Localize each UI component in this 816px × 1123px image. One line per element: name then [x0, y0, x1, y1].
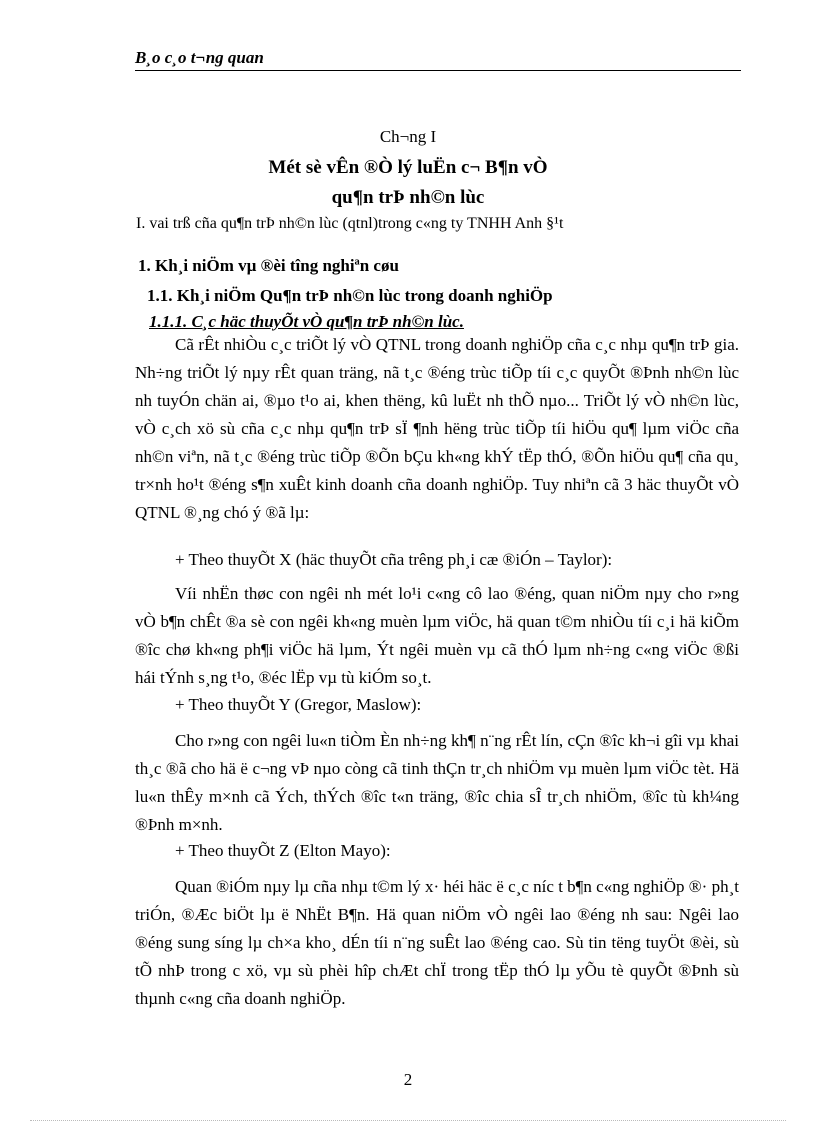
theory-z-heading: + Theo thuyÕt Z (Elton Mayo):: [175, 841, 391, 860]
chapter-title-line2: qu¶n trÞ nh©n lùc: [331, 187, 485, 208]
paragraph-theory-z: Quan ®iÓm nµy lµ cña nhµ t©m lý x· héi häc ë c¸c níc t b¶n c«ng nghiÖp ®· ph¸t triÓn, ®Æc biÖt lµ ë NhËt B¶n. Hä quan niÖm vÒ ngêi lao ®éng nh sau: Ngêi lao ®éng sung síng lµ ch×a kho¸ dÉn tíi n¨ng suÊt lao ®éng cao. Sù tin tëng tuyÖt ®èi, sù tÕ nhÞ trong c xö, vµ sù phèi hîp chÆt chÏ trong tËp thÓ lµ yÕu tè quyÕt ®Þnh sù thµnh c«ng cña doanh nghiÖp.: [135, 877, 739, 1008]
section-heading-1: 1. Kh¸i niÖm vµ ®èi tîng nghiªn cøu: [138, 256, 399, 275]
paragraph-intro: Cã rÊt nhiÒu c¸c triÕt lý vÒ QTNL trong doanh nghiÖp cña c¸c nhµ qu¶n trÞ gia. Nh÷ng triÕt lý nµy rÊt quan träng, nã t¸c ®éng trùc tiÕp tíi c¸c quyÕt ®Þnh nh©n lùc nh tuyÓn chän ai, ®µo t¹o ai, khen thëng, kû luËt nh thÕ nµo... TriÕt lý vÒ nh©n lùc, vÒ c¸ch xö sù cña c¸c nhµ qu¶n trÞ sÏ ¶nh hëng trùc tiÕp tíi hiÖu qu¶ lµm viÖc cña nh©n viªn, nã t¸c ®éng trùc tiÕp ®Õn bÇu kh«ng khÝ tËp thÓ, ®Õn hiÖu qu¶ cña qu¸ tr×nh ho¹t ®éng s¶n xuÊt kinh doanh cña doanh nghiÖp. Tuy nhiªn cã 3 häc thuyÕt vÒ QTNL ®¸ng chó ý ®ã lµ:: [135, 335, 739, 522]
page-number: 2: [403, 1070, 413, 1089]
chapter-label: Ch¬ng I: [379, 127, 437, 146]
chapter-title-line1: Mét sè vÊn ®Ò lý luËn c¬ B¶n vÒ: [268, 157, 548, 178]
theory-x-heading: + Theo thuyÕt X (häc thuyÕt cña trêng ph¸i cæ ®iÓn – Taylor):: [175, 550, 613, 569]
section-heading-1-1-1: 1.1.1. C¸c häc thuyÕt vÒ qu¶n trÞ nh©n lùc.: [149, 312, 464, 331]
paragraph-theory-x: Víi nhËn thøc con ngêi nh mét lo¹i c«ng cô lao ®éng, quan niÖm nµy cho r»ng vÒ b¶n chÊt ®a sè con ngêi kh«ng muèn lµm viÖc, hä quan t©m nhiÒu tíi c¸i hä kiÕm ®îc chø kh«ng ph¶i viÖc hä lµm, Ýt ngêi muèn vµ cã thÓ lµm nh÷ng c«ng viÖc ®ßi hái tÝnh s¸ng t¹o, ®éc lËp vµ tù kiÓm so¸t.: [135, 584, 739, 687]
footer-divider: [30, 1120, 786, 1121]
section-subtitle: I. vai trß cña qu¶n trÞ nh©n lùc (qtnl)trong c«ng ty TNHH Anh §¹t: [136, 215, 564, 232]
running-header: B¸o c¸o t¬ng quan: [135, 48, 741, 71]
theory-y-heading: + Theo thuyÕt Y (Gregor, Maslow):: [175, 695, 422, 714]
section-heading-1-1: 1.1. Kh¸i niÖm Qu¶n trÞ nh©n lùc trong doanh nghiÖp: [147, 286, 553, 305]
paragraph-theory-y: Cho r»ng con ngêi lu«n tiÒm Èn nh÷ng kh¶ n¨ng rÊt lín, cÇn ®îc kh¬i gîi vµ khai th¸c ®ã cho hä ë c¬ng vÞ nµo còng cã tinh thÇn tr¸ch nhiÖm vµ muèn lµm viÖc tèt. Hä lu«n thÊy m×nh cã Ých, thÝch ®îc t«n träng, ®îc chia sÎ tr¸ch nhiÖm, ®îc tù kh¼ng ®Þnh m×nh.: [135, 731, 739, 834]
